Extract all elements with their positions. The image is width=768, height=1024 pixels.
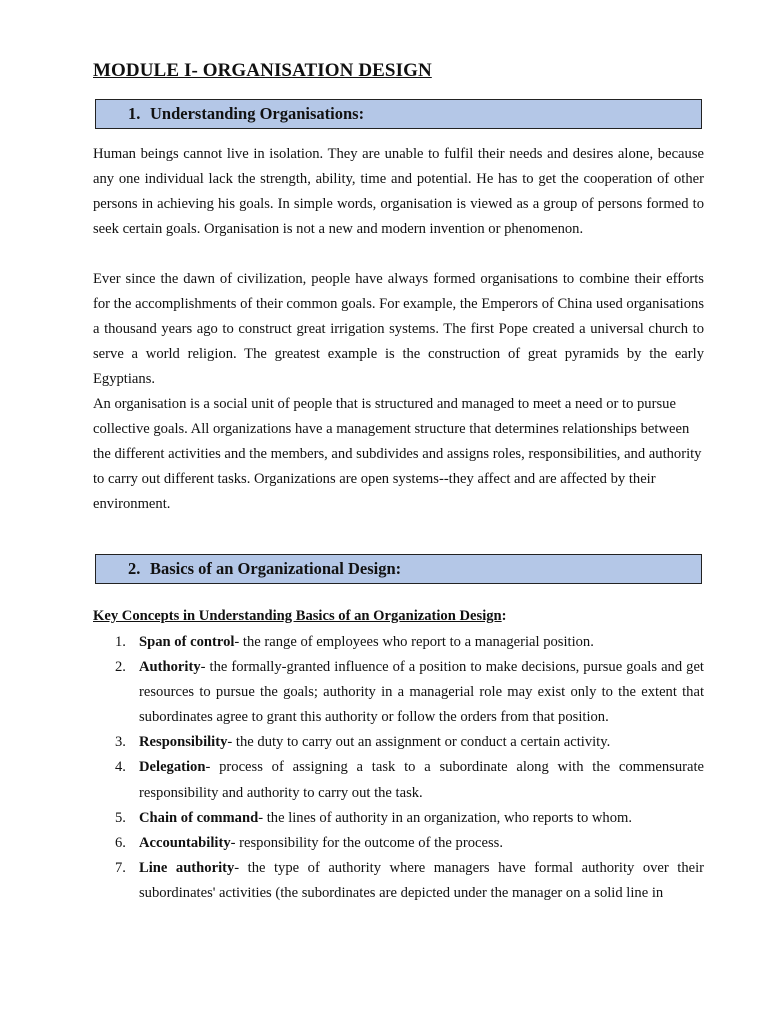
- list-number: 7.: [115, 859, 126, 876]
- concept-definition: - the lines of authority in an organization, who reports to whom.: [258, 809, 633, 826]
- concept-term: Chain of command: [139, 809, 259, 826]
- list-number: 6.: [115, 834, 126, 851]
- list-number: 5.: [115, 809, 126, 826]
- key-concepts-heading-text: Key Concepts in Understanding Basics of an Organization Design: [93, 608, 502, 624]
- section-number: 1.: [128, 104, 141, 123]
- concept-term: Span of control: [139, 634, 235, 650]
- section-title: Understanding Organisations:: [150, 104, 365, 123]
- key-concepts-list: [93, 630, 704, 906]
- concept-term: Responsibility: [139, 734, 228, 751]
- key-concepts-heading: [93, 606, 507, 626]
- section-heading-understanding: [95, 99, 702, 129]
- list-number: 1.: [115, 634, 126, 650]
- list-item: [93, 755, 704, 805]
- module-title: MODULE I- ORGANISATION DESIGN: [93, 60, 432, 81]
- paragraph-1: Human beings cannot live in isolation. They are unable to fulfil their needs and desires alone, because any one individual lack the strength, ability, time and potential. He has to get the cooperation of other persons in achieving his goals. In simple words, organisation is viewed as a group of persons formed to seek certain goals. Organisation is not a new and modern invention or phenomenon.: [93, 146, 704, 238]
- concept-term: Delegation: [139, 759, 206, 776]
- list-item: [93, 831, 704, 856]
- list-item: [93, 730, 704, 755]
- document-page: [93, 58, 705, 901]
- concept-definition: - process of assigning a task to a subordinate along with the commensurate responsibility and authority to carry out the task.: [139, 759, 704, 801]
- list-number: 4.: [115, 759, 126, 776]
- concept-definition: - responsibility for the outcome of the process.: [230, 834, 503, 851]
- concept-definition: - the type of authority where managers have formal authority over their subordinates' activities (the subordinates are depicted under the manager on a solid line in: [139, 859, 705, 901]
- paragraph-2: Ever since the dawn of civilization, people have always formed organisations to combine their efforts for the accomplishments of their common goals. For example, the Emperors of China used organisations a thousand years ago to construct great irrigation systems. The first Pope created a universal church to serve a world religion. The greatest example is the construction of great pyramids by the early Egyptians.: [93, 271, 704, 388]
- list-number: 2.: [115, 659, 126, 676]
- concept-definition: - the formally-granted influence of a position to make decisions, pursue goals and get resources to pursue the goals; authority in a managerial role may exist only to the extent that subordinates agree to grant this authority or follow the orders from that position.: [139, 659, 704, 726]
- concept-term: Accountability: [139, 834, 231, 851]
- section-number: 2.: [128, 559, 141, 578]
- concept-definition: - the duty to carry out an assignment or conduct a certain activity.: [227, 734, 611, 751]
- concept-term: Line authority: [139, 859, 235, 876]
- list-item: [93, 806, 704, 831]
- section-heading-basics: [95, 554, 702, 584]
- concept-term: Authority: [139, 659, 201, 676]
- list-item: [93, 655, 704, 730]
- paragraph-3: An organisation is a social unit of people that is structured and managed to meet a need or to pursue collective goals. All organizations have a management structure that determines relationships between the different activities and the members, and subdivides and assigns roles, responsibilities, and authority to carry out different tasks. Organizations are open systems--they affect and are affected by their environment.: [93, 396, 702, 513]
- list-item: [93, 856, 704, 906]
- key-concepts-heading-colon: :: [501, 608, 507, 624]
- section-title: Basics of an Organizational Design:: [150, 559, 402, 578]
- concept-definition: - the range of employees who report to a managerial position.: [234, 634, 594, 650]
- list-number: 3.: [115, 734, 126, 751]
- list-item: [93, 630, 704, 655]
